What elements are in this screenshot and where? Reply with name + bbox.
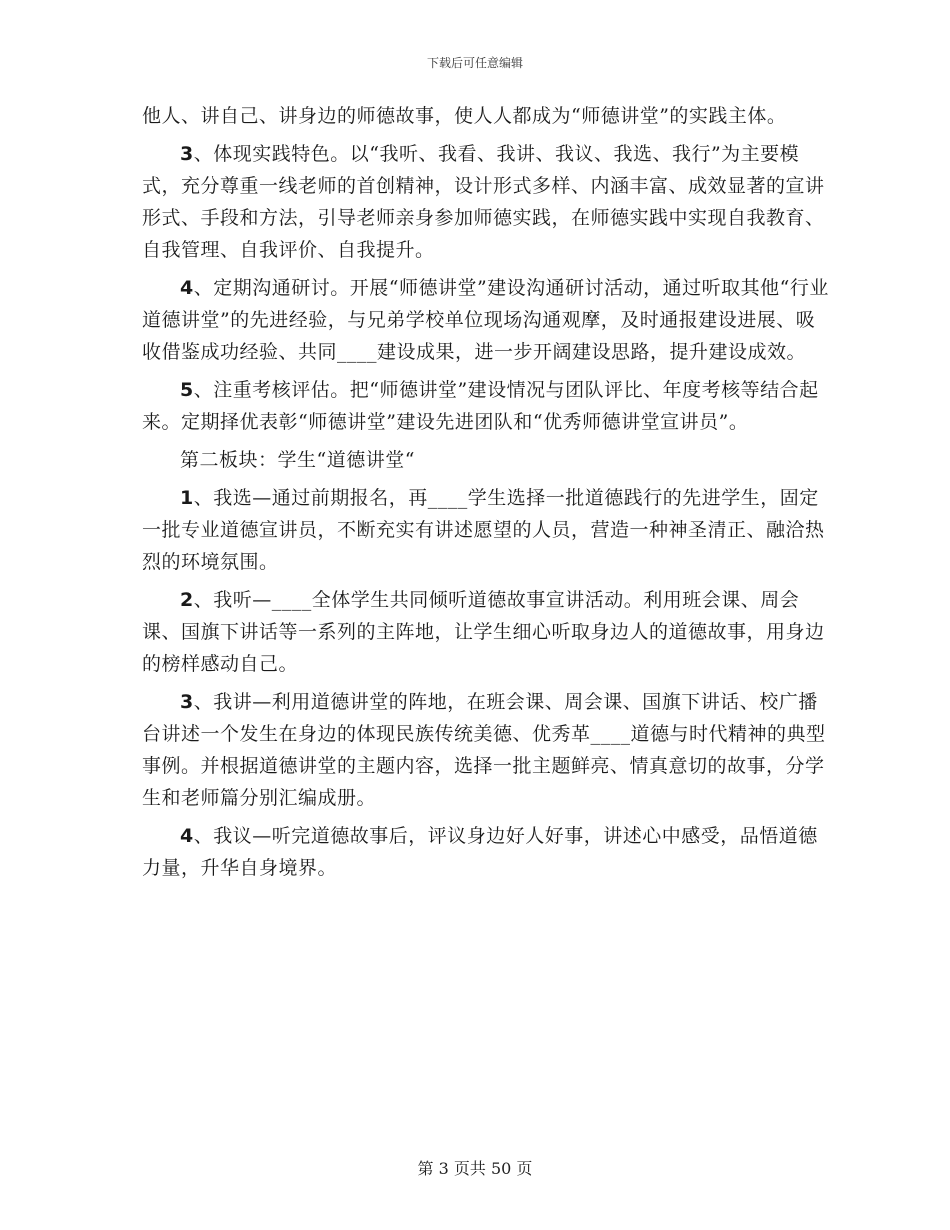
document-body xyxy=(142,100,832,890)
paragraph-number: 2 xyxy=(180,589,194,611)
paragraph-text: 第二板块：学生“道德讲堂“ xyxy=(180,449,415,471)
paragraph xyxy=(142,138,832,266)
paragraph xyxy=(142,820,832,884)
paragraph-number: 5 xyxy=(180,379,194,401)
paragraph xyxy=(142,584,832,680)
paragraph-number: 4 xyxy=(180,825,194,847)
paragraph-text: 、我选—通过前期报名，再____学生选择一批道德践行的先进学生，固定一批专业道德宣讲员，不断充实有讲述愿望的人员，营造一种神圣清正、融洽热烈的环境氛围。 xyxy=(142,487,825,573)
paragraph xyxy=(142,482,832,578)
paragraph-text: 、我讲—利用道德讲堂的阵地，在班会课、周会课、国旗下讲话、校广播台讲述一个发生在身边的体现民族传统美德、优秀革____道德与时代精神的典型事例。并根据道德讲堂的主题内容，选择一批主题鲜亮、情真意切的故事，分学生和老师篇分别汇编成册。 xyxy=(142,691,826,809)
paragraph-text: 、注重考核评估。把“师德讲堂”建设情况与团队评比、年度考核等结合起来。定期择优表彰“师德讲堂”建设先进团队和“优秀师德讲堂宣讲员”。 xyxy=(142,379,819,433)
paragraph-text: 、我议—听完道德故事后，评议身边好人好事，讲述心中感受，品悟道德力量，升华自身境界。 xyxy=(142,825,818,879)
page-header: 下载后可任意编辑 xyxy=(426,56,523,70)
paragraph-text: 他人、讲自己、讲身边的师德故事，使人人都成为“师德讲堂”的实践主体。 xyxy=(142,105,787,127)
paragraph xyxy=(142,374,832,438)
paragraph xyxy=(142,100,832,132)
paragraph-text: 、我听—____全体学生共同倾听道德故事宣讲活动。利用班会课、周会课、国旗下讲话等一系列的主阵地，让学生细心听取身边人的道德故事，用身边的榜样感动自己。 xyxy=(142,589,825,675)
paragraph xyxy=(142,272,832,368)
paragraph-number: 4 xyxy=(180,277,194,299)
paragraph-text: 、定期沟通研讨。开展“师德讲堂”建设沟通研讨活动，通过听取其他“行业道德讲堂”的先进经验，与兄弟学校单位现场沟通观摩，及时通报建设进展、吸收借鉴成功经验、共同____建设成果，进一步开阔建设思路，提升建设成效。 xyxy=(142,277,829,363)
paragraph-number: 1 xyxy=(180,487,194,509)
paragraph-text: 、体现实践特色。以“我听、我看、我讲、我议、我选、我行”为主要模式，充分尊重一线老师的首创精神，设计形式多样、内涵丰富、成效显著的宣讲形式、手段和方法，引导老师亲身参加师德实践，在师德实践中实现自我教育、自我管理、自我评价、自我提升。 xyxy=(142,143,825,261)
paragraph-number: 3 xyxy=(180,143,194,165)
paragraph-number: 3 xyxy=(180,691,194,713)
page-footer: 第 3 页共 50 页 xyxy=(417,1159,533,1178)
paragraph xyxy=(142,686,832,814)
paragraph xyxy=(142,444,832,476)
